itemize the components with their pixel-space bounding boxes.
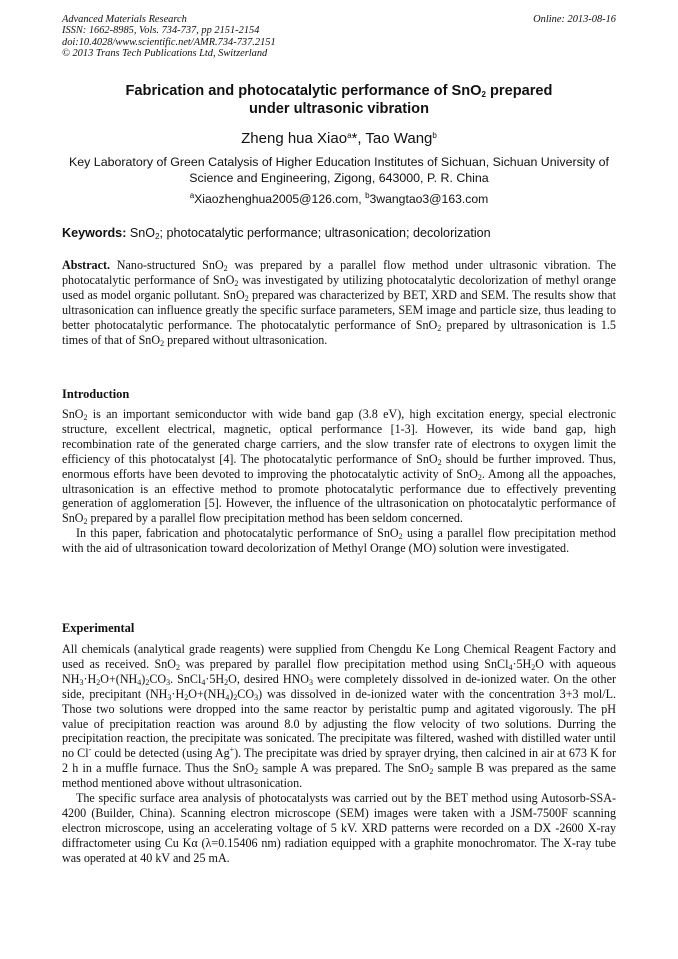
paragraph: The specific surface area analysis of photocatalysts was carried out by the BET method using Autosorb-SSA-4200 (Builder, China). Scanning electron microscope (SEM) images were taken with a JSM-7500F scanning electron microscope, using an accelerating voltage of 5 kV. XRD patterns were recorded on a DX -2600 X-ray diffractometer using Cu Kα (λ=0.15406 nm) radiation equipped with a graphite monochromator. The X-ray tube was operated at 40 kV and 25 mA. bbox=[62, 791, 616, 865]
author-list: Zheng hua Xiao$^a$*, Tao Wang$^b$ bbox=[241, 130, 437, 147]
introduction-body bbox=[62, 407, 616, 556]
author-emails: $^a$Xiaozhenghua2005@126.com, $^b$3wangtao3@163.com bbox=[189, 191, 489, 206]
author-name: , Tao Wang bbox=[357, 130, 433, 147]
doi-line: doi:10.4028/www.scientific.net/AMR.734-737.2151 bbox=[62, 36, 276, 48]
journal-name: Advanced Materials Research bbox=[62, 14, 187, 25]
section-heading-introduction: Introduction bbox=[62, 387, 130, 401]
abstract: Abstract. Nano-structured SnO$_2$ was prepared by a parallel flow method under ultrasonic vibration. The photocatalytic performance of SnO$_2$ was investigated by utilizing photocatalytic decolorization of methyl orange used as model organic pollutant. SnO$_2$ prepared was characterized by BET, XRD and SEM. The results show that ultrasonication can influence greatly the specific surface parameters, SEM image and particle size, thus leading to better photocatalytic performance. The photocatalytic performance of SnO$_2$ prepared by ultrasonication is 1.5 times of that of SnO$_2$ prepared without ultrasonication. bbox=[62, 258, 616, 348]
affiliation: Key Laboratory of Green Catalysis of Higher Education Institutes of Sichuan, Sichuan University of Science and Engineering, Zigong, 643000, P. R. China bbox=[69, 155, 609, 185]
author-name: Zheng hua Xiao bbox=[241, 130, 348, 147]
journal-header bbox=[62, 14, 276, 60]
abstract-label: Abstract. bbox=[62, 258, 111, 272]
online-date: Online: 2013-08-16 bbox=[533, 14, 616, 25]
paragraph: In this paper, fabrication and photocatalytic performance of SnO$_2$ using a parallel flow precipitation method with the aid of ultrasonication toward decolorization of Methyl Orange (MO) solution were investigated. bbox=[62, 526, 616, 556]
keywords-label: Keywords: bbox=[62, 226, 130, 240]
paragraph: SnO$_2$ is an important semiconductor with wide band gap (3.8 eV), high excitation energy, special electronic structure, excellent electrical, magnetic, optical performance [1-3]. However, its wide band gap, high recombination rate of the generated charge carriers, and the slow transfer rate of electrons to oxygen limit the efficiency of this photocatalyst [4]. The photocatalytic performance of SnO$_2$ should be further improved. Thus, enormous efforts have been devoted to improving the photocatalytic activity of SnO$_2$. Among all the appoaches, ultrasonication is an effective method to promote photocatalytic performance due to effectively preventing generation of agglomeration [5]. However, the influence of the ultrasonication on photocatalytic performance of SnO$_2$ prepared by a parallel flow precipitation method has been seldom concerned. bbox=[62, 407, 616, 527]
issn-line: ISSN: 1662-8985, Vols. 734-737, pp 2151-2154 bbox=[62, 25, 260, 37]
keywords: Keywords: SnO$_2$; photocatalytic performance; ultrasonication; decolorization bbox=[62, 226, 491, 241]
paper-title: Fabrication and photocatalytic performance of SnO$_2$ prepared under ultrasonic vibration bbox=[125, 83, 553, 117]
paragraph: All chemicals (analytical grade reagents) were supplied from Chengdu Ke Long Chemical Reagent Factory and used as received. SnO$_2$ was prepared by parallel flow precipitation method using $SnCl_4\cdot 5H_2O$ with aqueous $NH_3\cdot H_2O+(NH_4)_2CO_3$. $SnCl_4\cdot 5H_2O$, desired $HNO_3$ were completely dissolved in de-ionized water. On the other side, precipitant $(NH_3\cdot H_2O+(NH_4)_2CO_3)$ was dissolved in de-ionized water with the concentration 3+3 mol/L. Those two solutions were dropped into the same reactor by peristaltic pump and agitated vigorously. The pH value of precipitation reaction was around 8.0 by adjusting the flow velocity of two solutions. Durring the precipitation reaction, the precipitate was sonicated. The precipitate was filtered, washed with distilled water until no Cl- could be detected (using Ag+). The precipitate was dried by sprayer drying, then calcined in air at 673 K for 2 h in a muffle furnace. Thus the SnO$_2$ sample A was prepared. The SnO$_2$ sample B was prepared as the same method mentioned above without ultrasonication. bbox=[62, 642, 616, 791]
email-link[interactable]: 3wangtao3@163.com bbox=[369, 192, 489, 206]
section-heading-experimental: Experimental bbox=[62, 621, 135, 635]
email-link[interactable]: Xiaozhenghua2005@126.com, bbox=[194, 192, 366, 206]
experimental-body bbox=[62, 642, 616, 866]
copyright-line: © 2013 Trans Tech Publications Ltd, Switzerland bbox=[62, 48, 268, 60]
